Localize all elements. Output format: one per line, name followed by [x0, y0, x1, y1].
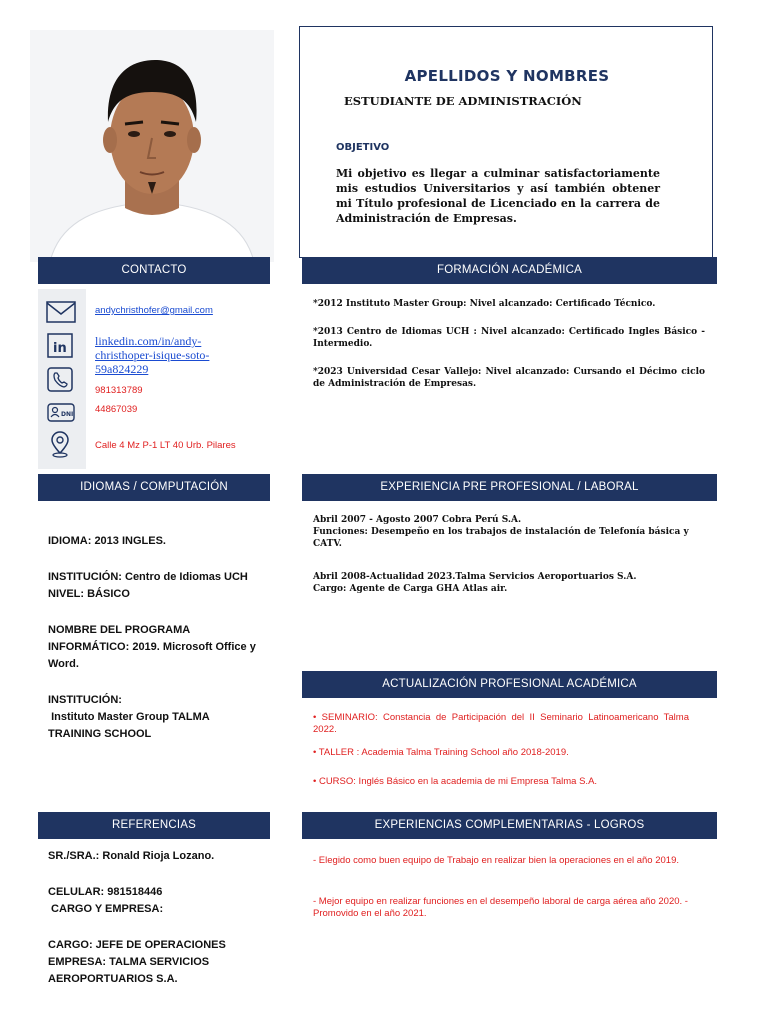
- section-complementarias: EXPERIENCIAS COMPLEMENTARIAS - LOGROS: [302, 812, 717, 839]
- logro-item: - Mejor equipo en realizar funciones en el desempeño laboral de carga aérea año 2020. - Promovido en el año 2021.: [313, 896, 688, 919]
- formacion-item: *2013 Centro de Idiomas UCH : Nivel alcanzado: Certificado Ingles Básico - Intermedio.: [313, 327, 705, 349]
- referencia-celular: CELULAR: 981518446: [48, 886, 163, 898]
- formacion-item: *2012 Instituto Master Group: Nivel alcanzado: Certificado Técnico.: [313, 299, 656, 309]
- location-icon: [46, 429, 76, 455]
- address: Calle 4 Mz P-1 LT 40 Urb. Pilares: [95, 440, 236, 451]
- actualizacion-item: • TALLER : Academia Talma Training School año 2018-2019.: [313, 747, 569, 758]
- section-actualizacion: ACTUALIZACIÓN PROFESIONAL ACADÉMICA: [302, 671, 717, 698]
- institucion-label: INSTITUCIÓN:: [48, 694, 122, 706]
- logro-item: - Elegido como buen equipo de Trabajo en realizar bien la operaciones en el año 2019.: [313, 855, 680, 866]
- dni-number: 44867039: [95, 404, 138, 415]
- phone-number: 981313789: [95, 385, 143, 396]
- linkedin-icon: [46, 333, 76, 359]
- actualizacion-item: • CURSO: Inglés Básico en la academia de mi Empresa Talma S.A.: [313, 776, 598, 787]
- phone-icon: [46, 367, 76, 393]
- mail-icon: [46, 299, 76, 325]
- section-idiomas: IDIOMAS / COMPUTACIÓN: [38, 474, 270, 501]
- dni-icon-text: DNI: [61, 411, 74, 418]
- referencia-cargo: CARGO: JEFE DE OPERACIONES: [48, 939, 226, 951]
- idioma: IDIOMA: 2013 INGLES.: [48, 535, 166, 547]
- objective-label: OBJETIVO: [336, 142, 390, 153]
- institucion-idioma: INSTITUCIÓN: Centro de Idiomas UCH: [48, 571, 248, 583]
- experiencia-item-1: [313, 514, 713, 550]
- linkedin-icon-text: in: [53, 341, 67, 356]
- institucion-programa: Instituto Master Group TALMA TRAINING SCHOOL: [48, 711, 213, 740]
- full-name: APELLIDOS Y NOMBRES: [404, 67, 610, 85]
- linkedin-link[interactable]: linkedin.com/in/andy-christhoper-isique-soto-59a824229: [95, 334, 210, 376]
- referencia-cargo-empresa: CARGO Y EMPRESA:: [48, 903, 164, 915]
- experiencia-detalle: Cargo: Agente de Carga GHA Atlas air.: [313, 584, 508, 594]
- header-box: [299, 26, 713, 258]
- experiencia-periodo: Abril 2008-Actualidad 2023.Talma Servicios Aeroportuarios S.A.: [313, 572, 637, 582]
- formacion-item: *2023 Universidad Cesar Vallejo: Nivel alcanzado: Cursando el Décimo ciclo de Administración de Empresas.: [313, 367, 705, 389]
- objective-text: Mi objetivo es llegar a culminar satisfactoriamente mis estudios Universitarios y así también obtener mi Título profesional de Licenciado en la carrera de Administración de Empresas.: [336, 167, 660, 225]
- section-referencias: REFERENCIAS: [38, 812, 270, 839]
- profile-photo: [30, 30, 274, 262]
- programa-informatico: NOMBRE DEL PROGRAMA INFORMÁTICO: 2019. Microsoft Office y Word.: [48, 624, 256, 670]
- actualizacion-item: • SEMINARIO: Constancia de Participación del II Seminario Latinoamericano Talma 2022.: [313, 712, 689, 735]
- section-formacion: FORMACIÓN ACADÉMICA: [302, 257, 717, 284]
- dni-icon: [46, 400, 76, 426]
- referencia-empresa: EMPRESA: TALMA SERVICIOS AEROPORTUARIOS S.A.: [48, 956, 210, 985]
- experiencia-item-2: [313, 571, 713, 595]
- subtitle: ESTUDIANTE DE ADMINISTRACIÓN: [344, 94, 582, 108]
- experiencia-periodo: Abril 2007 - Agosto 2007 Cobra Perú S.A.: [313, 515, 522, 525]
- referencia-nombre: SR./SRA.: Ronald Rioja Lozano.: [48, 850, 215, 862]
- section-contacto: CONTACTO: [38, 257, 270, 284]
- section-experiencia: EXPERIENCIA PRE PROFESIONAL / LABORAL: [302, 474, 717, 501]
- experiencia-detalle: Funciones: Desempeño en los trabajos de instalación de Telefonía básica y CATV.: [313, 527, 689, 549]
- email-link[interactable]: andychristhofer@gmail.com: [95, 305, 213, 316]
- nivel: NIVEL: BÁSICO: [48, 588, 130, 600]
